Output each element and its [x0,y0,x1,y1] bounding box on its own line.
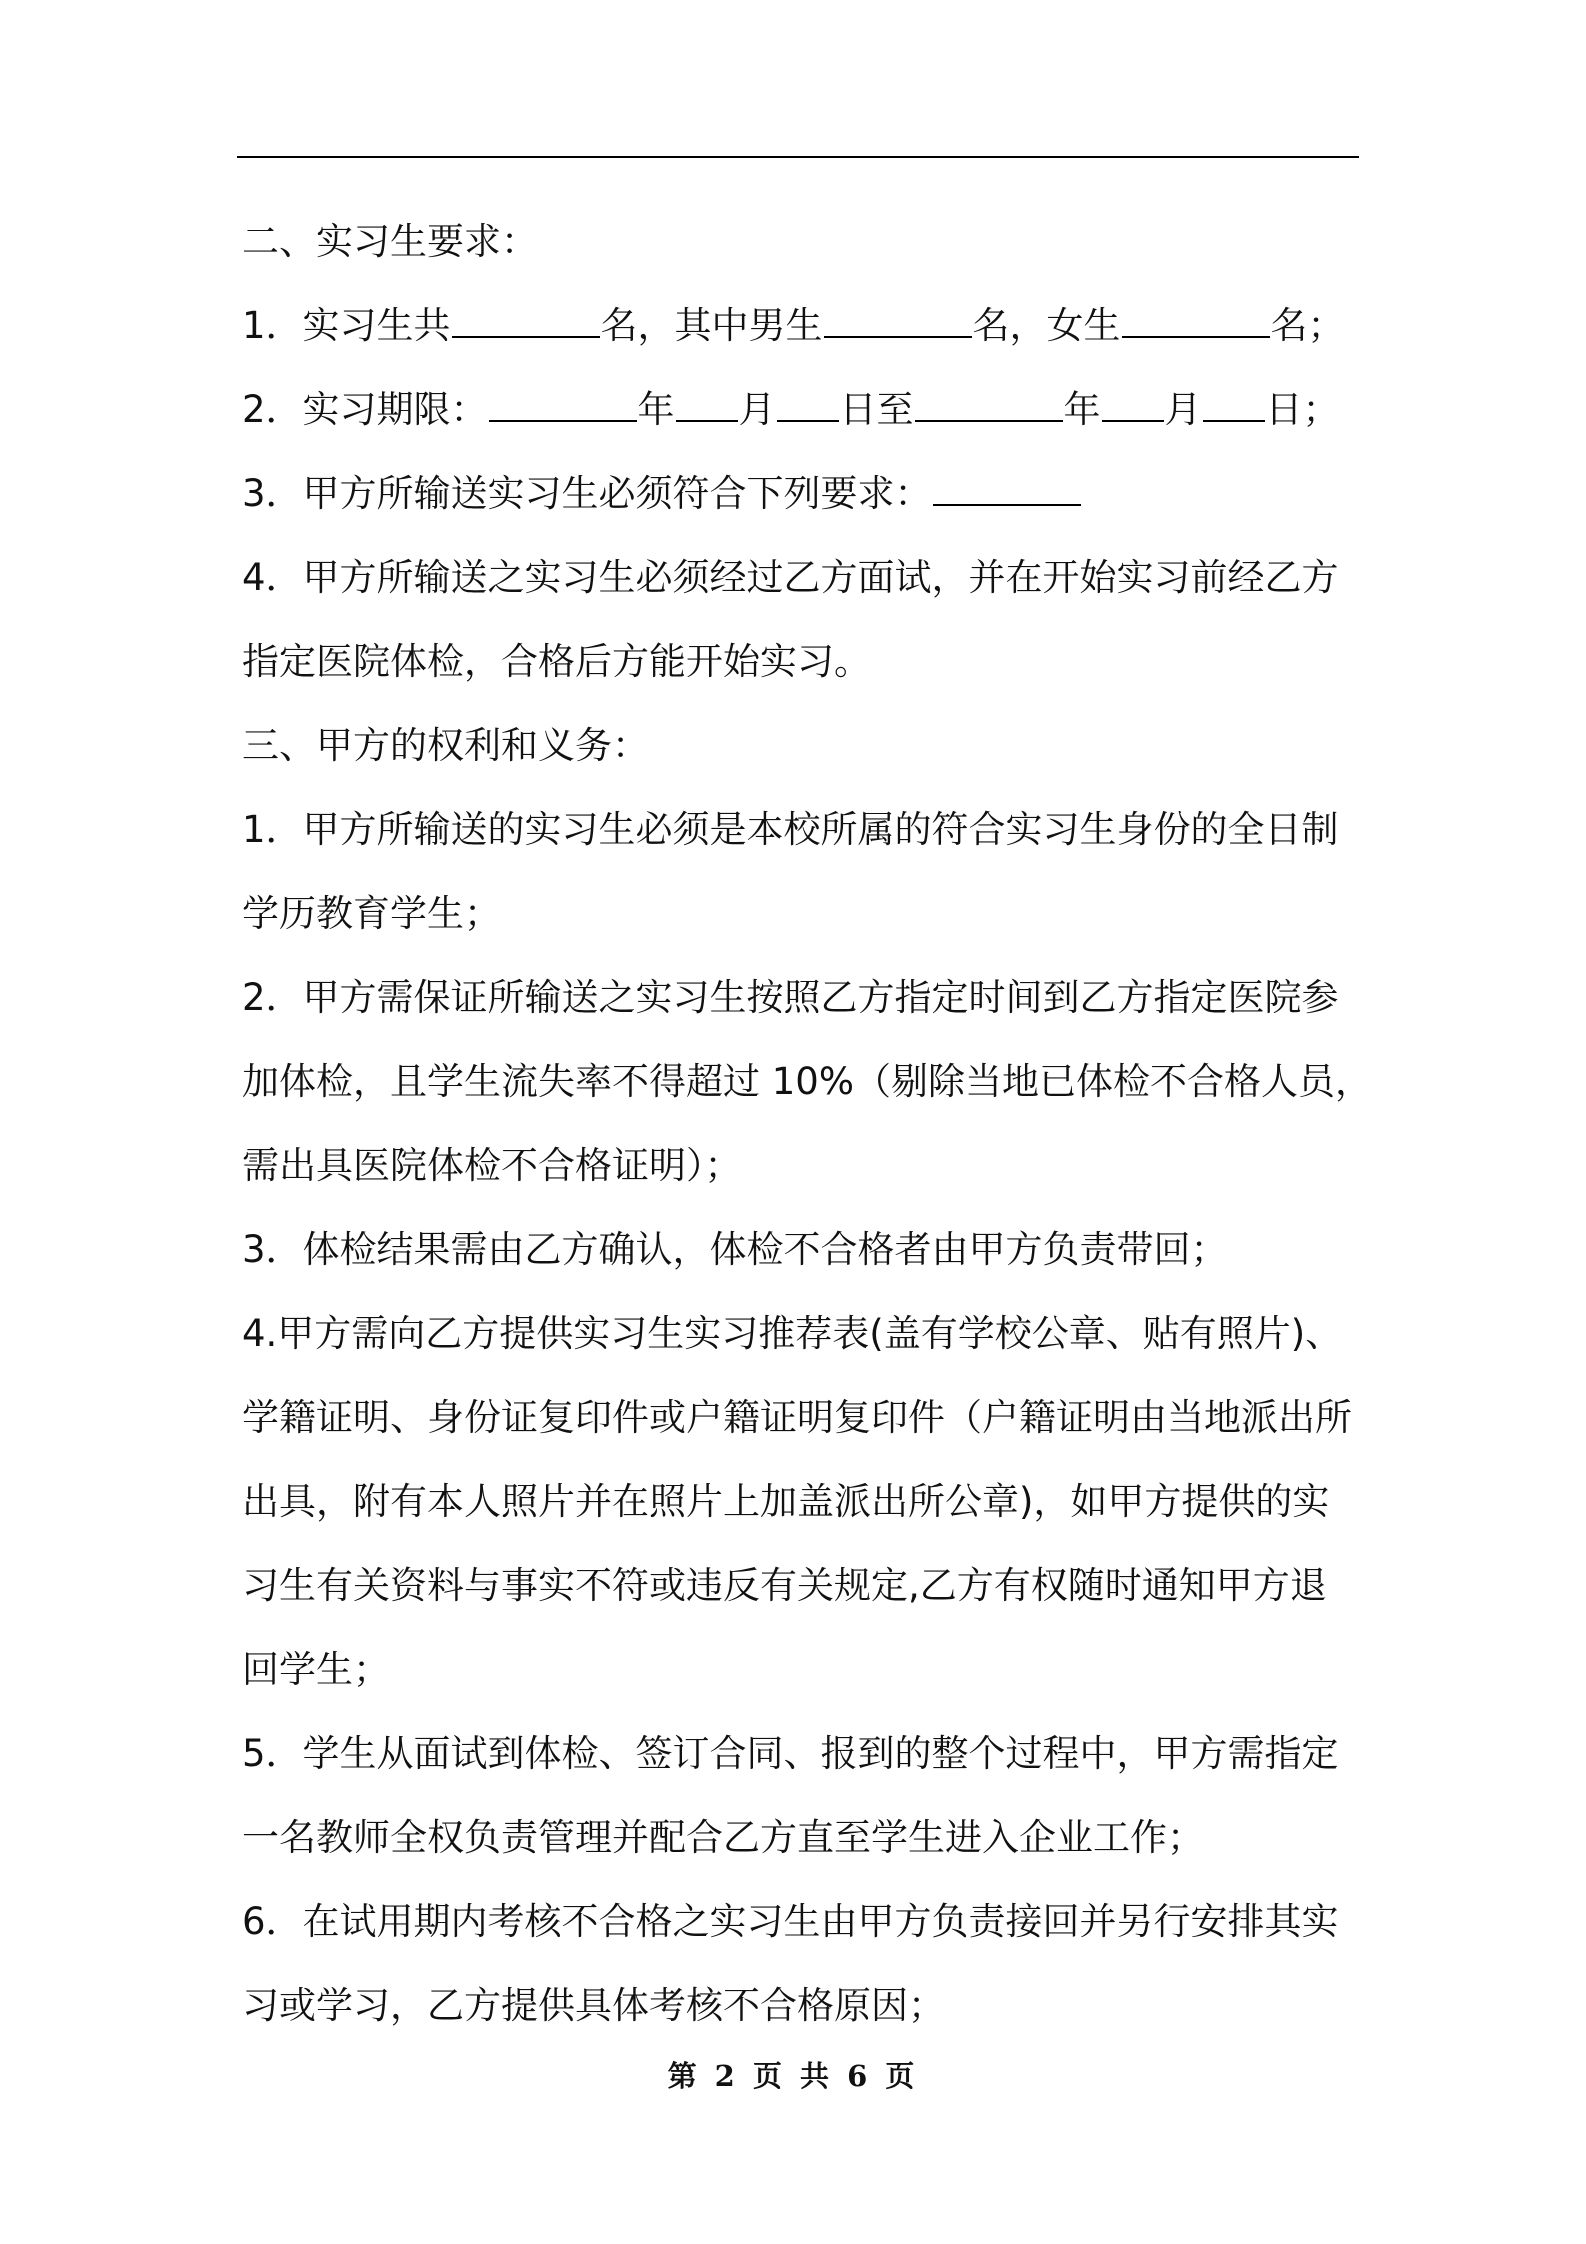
item-2-4-line-2: 指定医院体检，合格后方能开始实习。 [242,640,871,683]
page-number: 第 2 页 共 6 页 [667,2059,919,2093]
item-text: 2．实习期限： [242,388,488,431]
section-heading-3: 三、甲方的权利和义务： [242,724,649,767]
item-3-5-line-2: 一名教师全权负责管理并配合乙方直至学生进入企业工作； [242,1816,1204,1859]
start-year-blank[interactable] [489,390,637,422]
item-3-4-line-2: 学籍证明、身份证复印件或户籍证明复印件（户籍证明由当地派出所 [242,1396,1352,1439]
item-2-3 [242,452,1362,536]
item-text: 3．甲方所输送实习生必须符合下列要求： [242,472,932,515]
item-text: 名，其中男生 [600,304,823,347]
end-day-blank[interactable] [1203,390,1265,422]
document-body [242,200,1372,2048]
total-count-blank[interactable] [452,306,600,338]
item-3-1-line-2: 学历教育学生； [242,892,501,935]
header-rule [237,156,1359,158]
item-2-1 [242,284,1362,368]
item-3-2-line-2: 加体检，且学生流失率不得超过 10%（剔除当地已体检不合格人员， [242,1060,1372,1103]
item-3-2-line-1: 2．甲方需保证所输送之实习生按照乙方指定时间到乙方指定医院参 [242,976,1339,1019]
day-to-label: 日至 [839,388,914,431]
item-3-6-line-1: 6．在试用期内考核不合格之实习生由甲方负责接回并另行安排其实 [242,1900,1339,1943]
month-label: 月 [738,388,776,431]
item-3-1-line-1: 1．甲方所输送的实习生必须是本校所属的符合实习生身份的全日制 [242,808,1339,851]
year-label: 年 [1063,388,1101,431]
requirements-blank[interactable] [933,474,1081,506]
month-label: 月 [1164,388,1202,431]
item-2-4-line-1: 4．甲方所输送之实习生必须经过乙方面试，并在开始实习前经乙方 [242,556,1339,599]
day-end-label: 日； [1265,388,1340,431]
end-year-blank[interactable] [915,390,1063,422]
item-3-4-line-3: 出具，附有本人照片并在照片上加盖派出所公章)，如甲方提供的实 [242,1480,1330,1523]
item-text: 名，女生 [972,304,1121,347]
item-3-3-line-1: 3．体检结果需由乙方确认，体检不合格者由甲方负责带回； [242,1228,1228,1271]
item-text: 1．实习生共 [242,304,451,347]
section-heading-2: 二、实习生要求： [242,220,538,263]
end-month-blank[interactable] [1102,390,1164,422]
item-3-4-line-5: 回学生； [242,1648,390,1691]
year-label: 年 [637,388,675,431]
item-3-5-line-1: 5．学生从面试到体检、签订合同、报到的整个过程中，甲方需指定 [242,1732,1339,1775]
item-3-6-line-2: 习或学习，乙方提供具体考核不合格原因； [242,1984,945,2027]
item-2-2 [242,368,1362,452]
female-count-blank[interactable] [1122,306,1270,338]
item-text: 名； [1270,304,1345,347]
item-3-4-line-4: 习生有关资料与事实不符或违反有关规定,乙方有权随时通知甲方退 [242,1564,1327,1607]
male-count-blank[interactable] [824,306,972,338]
start-day-blank[interactable] [777,390,839,422]
item-3-4-line-1: 4.甲方需向乙方提供实习生实习推荐表(盖有学校公章、贴有照片)、 [242,1312,1343,1355]
item-3-2-line-3: 需出具医院体检不合格证明）； [242,1144,742,1187]
start-month-blank[interactable] [676,390,738,422]
